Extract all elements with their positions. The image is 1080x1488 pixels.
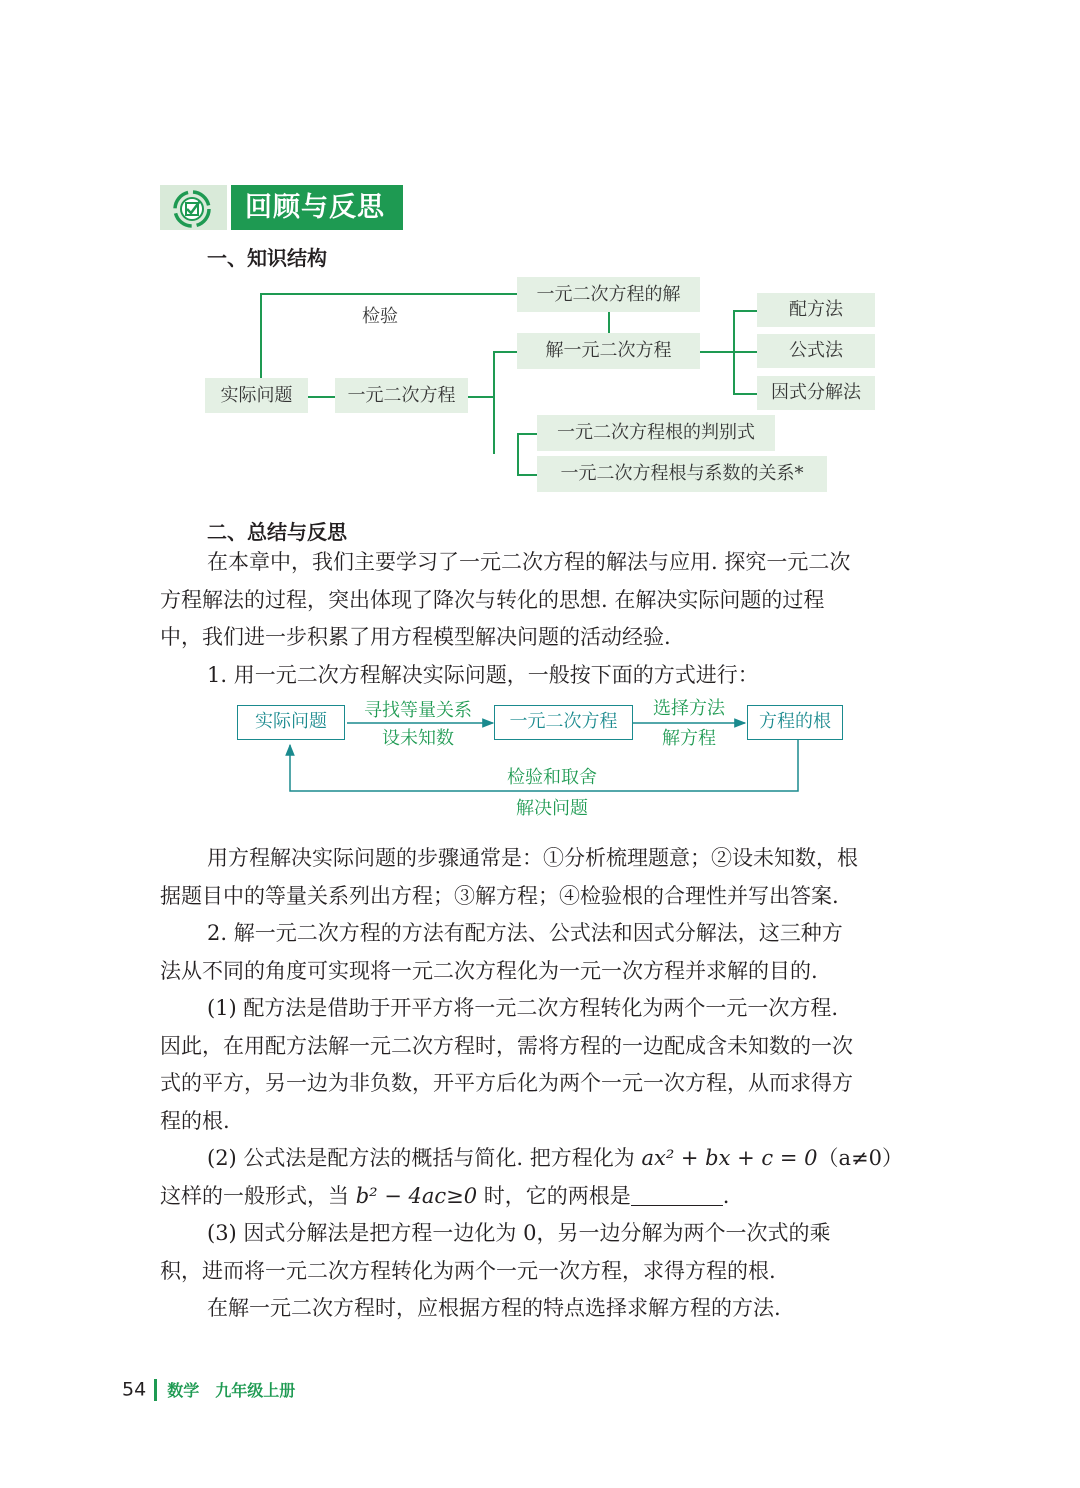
sub2-condition: （a≠0） [817,1146,903,1170]
section-title: 回顾与反思 [231,185,403,230]
tree-line [468,396,494,398]
general-form-equation: ax² + bx + c = 0 [641,1146,818,1170]
summary-heading: 二、总结与反思 [207,520,347,544]
tree-node-equation: 一元二次方程 [335,378,468,413]
tree-line [517,433,537,435]
text-line: 式的平方，另一边为非负数，开平方后化为两个一元一次方程，从而求得方 [160,1071,853,1095]
text-line: 因此，在用配方法解一元二次方程时，需将方程的一边配成含未知数的一次 [160,1033,853,1058]
text-line: 中，我们进一步积累了用方程模型解决问题的活动经验. [160,625,671,649]
tree-node-method3: 因式分解法 [757,376,875,410]
page-number: 54 [122,1378,147,1401]
text-line: 积，进而将一元二次方程转化为两个一元一次方程，求得方程的根. [160,1258,776,1283]
text-line [160,1140,922,1178]
footer-divider [154,1379,157,1401]
tree-line [700,351,734,353]
flow-box-equation: 一元二次方程 [494,705,633,740]
discriminant-expression: b² − 4ac≥0 [355,1183,478,1208]
flow-label-choose-method: 选择方法 [653,698,725,719]
flow-box-practical: 实际问题 [237,705,345,740]
tree-line [608,312,610,333]
text-line [160,1178,922,1216]
flow-label-set-unknown: 设未知数 [382,728,454,749]
sub2-line2-end: . [722,1183,730,1208]
tree-node-practical: 实际问题 [205,378,308,413]
sub2-line2-prefix: 这样的一般形式，当 [160,1183,356,1208]
tree-line [493,351,495,454]
tree-line [733,310,757,312]
text-line: (3) 因式分解法是把方程一边化为 0，另一边分解为两个一次式的乘 [207,1221,831,1245]
flow-label-find-relation: 寻找等量关系 [364,700,472,721]
tree-node-solution: 一元二次方程的解 [517,277,700,312]
tree-node-vieta: 一元二次方程根与系数的关系* [537,456,827,492]
page-footer [122,1378,295,1401]
item1-text: 1. 用一元二次方程解决实际问题，一般按下面的方式进行： [207,662,759,687]
tree-label-check: 检验 [362,306,398,327]
flow-label-solve: 解方程 [662,728,716,749]
sub2-line2-middle: 时，它的两根是 [477,1183,631,1208]
tree-line [733,393,757,395]
text-line: 据题目中的等量关系列出方程；③解方程；④检验根的合理性并写出答案. [160,883,839,908]
text-line: 用方程解决实际问题的步骤通常是：①分析梳理题意；②设未知数，根 [207,846,858,870]
closing-text: 在解一元二次方程时，应根据方程的特点选择求解方程的方法. [207,1296,781,1320]
tree-line [517,474,537,476]
review-icon [171,188,213,230]
flow-label-resolve: 解决问题 [516,798,588,819]
intro-paragraph [160,544,922,694]
body-text [160,840,922,1328]
tree-line [733,351,757,353]
tree-node-method1: 配方法 [757,293,875,327]
text-line: 法从不同的角度可实现将一元二次方程化为一元一次方程并求解的目的. [160,958,818,983]
text-line: 在本章中，我们主要学习了一元二次方程的解法与应用. 探究一元二次 [207,550,851,574]
tree-node-method2: 公式法 [757,334,875,368]
text-line: 2. 解一元二次方程的方法有配方法、公式法和因式分解法，这三种方 [207,921,843,945]
text-line: 方程解法的过程，突出体现了降次与转化的思想. 在解决实际问题的过程 [160,587,825,612]
tree-line [308,396,335,398]
book-title: 数学 九年级上册 [167,1381,296,1400]
tree-line [260,293,262,378]
knowledge-structure-heading: 一、知识结构 [207,246,327,270]
text-line: 程的根. [160,1108,230,1133]
tree-line [260,293,517,295]
tree-line [517,433,519,474]
tree-line [493,351,517,353]
flow-label-check: 检验和取舍 [507,767,597,788]
flow-box-roots: 方程的根 [747,705,843,740]
answer-blank[interactable] [631,1185,723,1206]
tree-node-discriminant: 一元二次方程根的判别式 [537,415,775,451]
text-line: (1) 配方法是借助于开平方将一元二次方程转化为两个一元一次方程. [207,996,839,1020]
sub2-prefix: (2) 公式法是配方法的概括与简化. 把方程化为 [207,1146,642,1170]
tree-node-solve: 解一元二次方程 [517,333,700,369]
